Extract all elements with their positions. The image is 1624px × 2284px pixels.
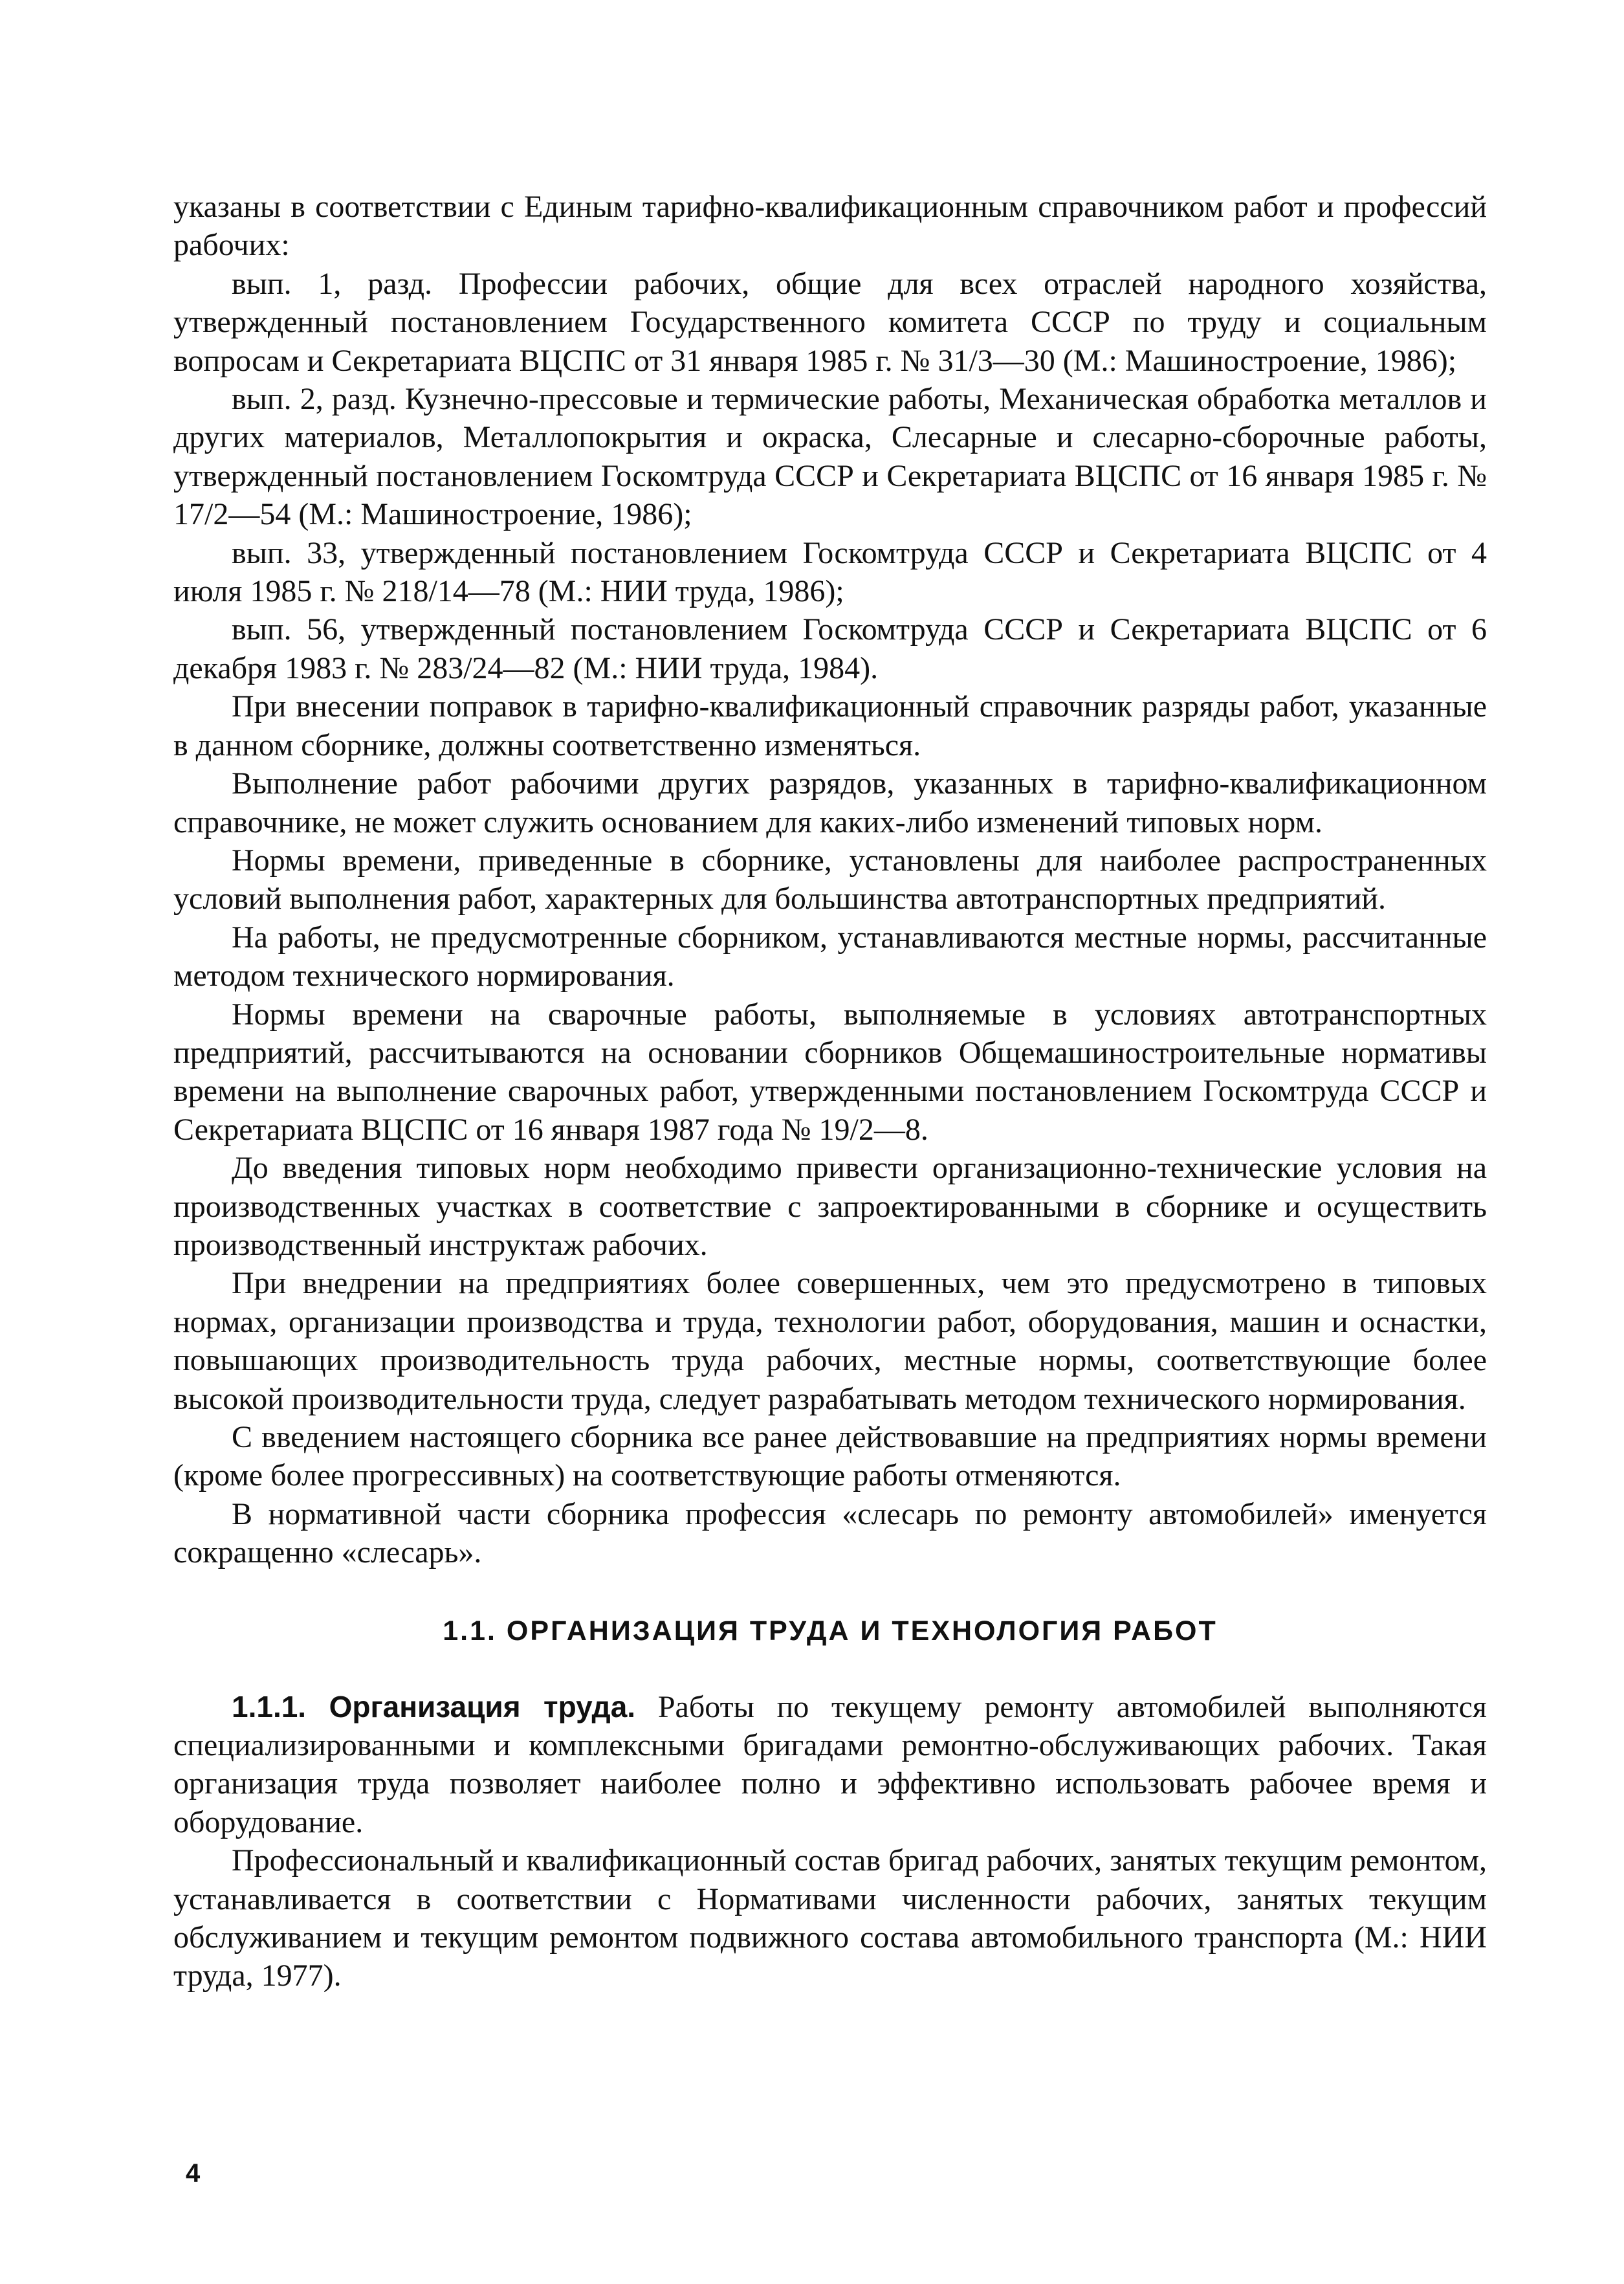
paragraph-vyp-2: вып. 2, разд. Кузнечно-прессовые и термические работы, Механическая обработка металлов и других материалов, Металлопокрытия и окраска, Слесарные и слесарно-сборочные работы, утвержденный постановлением Госкомтруда СССР и Секретариата ВЦСПС от 16 января 1985 г. № 17/2—54 (М.: Машиностроение, 1986); <box>173 382 1487 532</box>
paragraph-profession-name: В нормативной части сборника профессия «слесарь по ремонту автомобилей» именуется сокращенно «слесарь». <box>173 1496 1487 1570</box>
subsection-title: 1.1.1. Организация труда. <box>232 1689 636 1724</box>
paragraph-amendments: При внесении поправок в тарифно-квалификационный справочник разряды работ, указанные в данном сборнике, должны соответственно изменяться. <box>173 689 1487 762</box>
page-number: 4 <box>186 2159 201 2188</box>
paragraph-vyp-33: вып. 33, утвержденный постановлением Госкомтруда СССР и Секретариата ВЦСПС от 4 июля 1985 г. № 218/14—78 (М.: НИИ труда, 1986); <box>173 535 1487 609</box>
paragraph-other-grades: Выполнение работ рабочими других разрядов, указанных в тарифно-квалификационном справочнике, не может служить основанием для каких-либо изменений типовых норм. <box>173 766 1487 839</box>
paragraph-local-norms: На работы, не предусмотренные сборником, устанавливаются местные нормы, рассчитанные методом технического нормирования. <box>173 920 1487 993</box>
paragraph-vyp-1: вып. 1, разд. Профессии рабочих, общие для всех отраслей народного хозяйства, утвержденный постановлением Государственного комитета СССР по труду и социальным вопросам и Секретариата ВЦСПС от 31 января 1985 г. № 31/3—30 (М.: Машиностроение, 1986); <box>173 266 1487 378</box>
paragraph-welding: Нормы времени на сварочные работы, выполняемые в условиях автотранспортных предприятий, рассчитываются на основании сборников Общемашиностроительные нормативы времени на выполнение сварочных работ, утвержденными постановлением Госкомтруда СССР и Секретариата ВЦСПС от 16 января 1987 года № 19/2—8. <box>173 997 1487 1147</box>
document-page <box>173 188 1487 1995</box>
subsection-paragraph <box>173 1688 1487 1842</box>
paragraph-improvements: При внедрении на предприятиях более совершенных, чем это предусмотрено в типовых нормах, организации производства и труда, технологии работ, оборудования, машин и оснастки, повышающих производительность труда рабочих, местные нормы, соответствующие более высокой производительности труда, следует разрабатывать методом технического нормирования. <box>173 1266 1487 1416</box>
paragraph-cancellation: С введением настоящего сборника все ранее действовавшие на предприятиях нормы времени (кроме более прогрессивных) на соответствующие работы отменяются. <box>173 1420 1487 1493</box>
paragraph-time-norms: Нормы времени, приведенные в сборнике, установлены для наиболее распространенных условий выполнения работ, характерных для большинства автотранспортных предприятий. <box>173 843 1487 916</box>
section-heading: 1.1. ОРГАНИЗАЦИЯ ТРУДА И ТЕХНОЛОГИЯ РАБОТ <box>443 1615 1218 1646</box>
paragraph-preparation: До введения типовых норм необходимо привести организационно-технические условия на производственных участках в соответствие с запроектированными в сборнике и осуществить производственный инструктаж рабочих. <box>173 1151 1487 1262</box>
paragraph-intro: указаны в соответствии с Единым тарифно-квалификационным справочником работ и профессий рабочих: <box>173 190 1487 263</box>
paragraph-vyp-56: вып. 56, утвержденный постановлением Госкомтруда СССР и Секретариата ВЦСПС от 6 декабря 1983 г. № 283/24—82 (М.: НИИ труда, 1984). <box>173 612 1487 685</box>
paragraph-brigade-composition: Профессиональный и квалификационный состав бригад рабочих, занятых текущим ремонтом, устанавливается в соответствии с Нормативами численности рабочих, занятых текущим обслуживанием и текущим ремонтом подвижного состава автомобильного транспорта (М.: НИИ труда, 1977). <box>173 1843 1487 1993</box>
subsection-text: Работы по текущему ремонту автомобилей выполняются специализированными и комплексными бригадами ремонтно-обслуживающих рабочих. Такая организация труда позволяет наиболее полно и эффективно использовать рабочее время и оборудование. <box>173 1689 1487 1839</box>
